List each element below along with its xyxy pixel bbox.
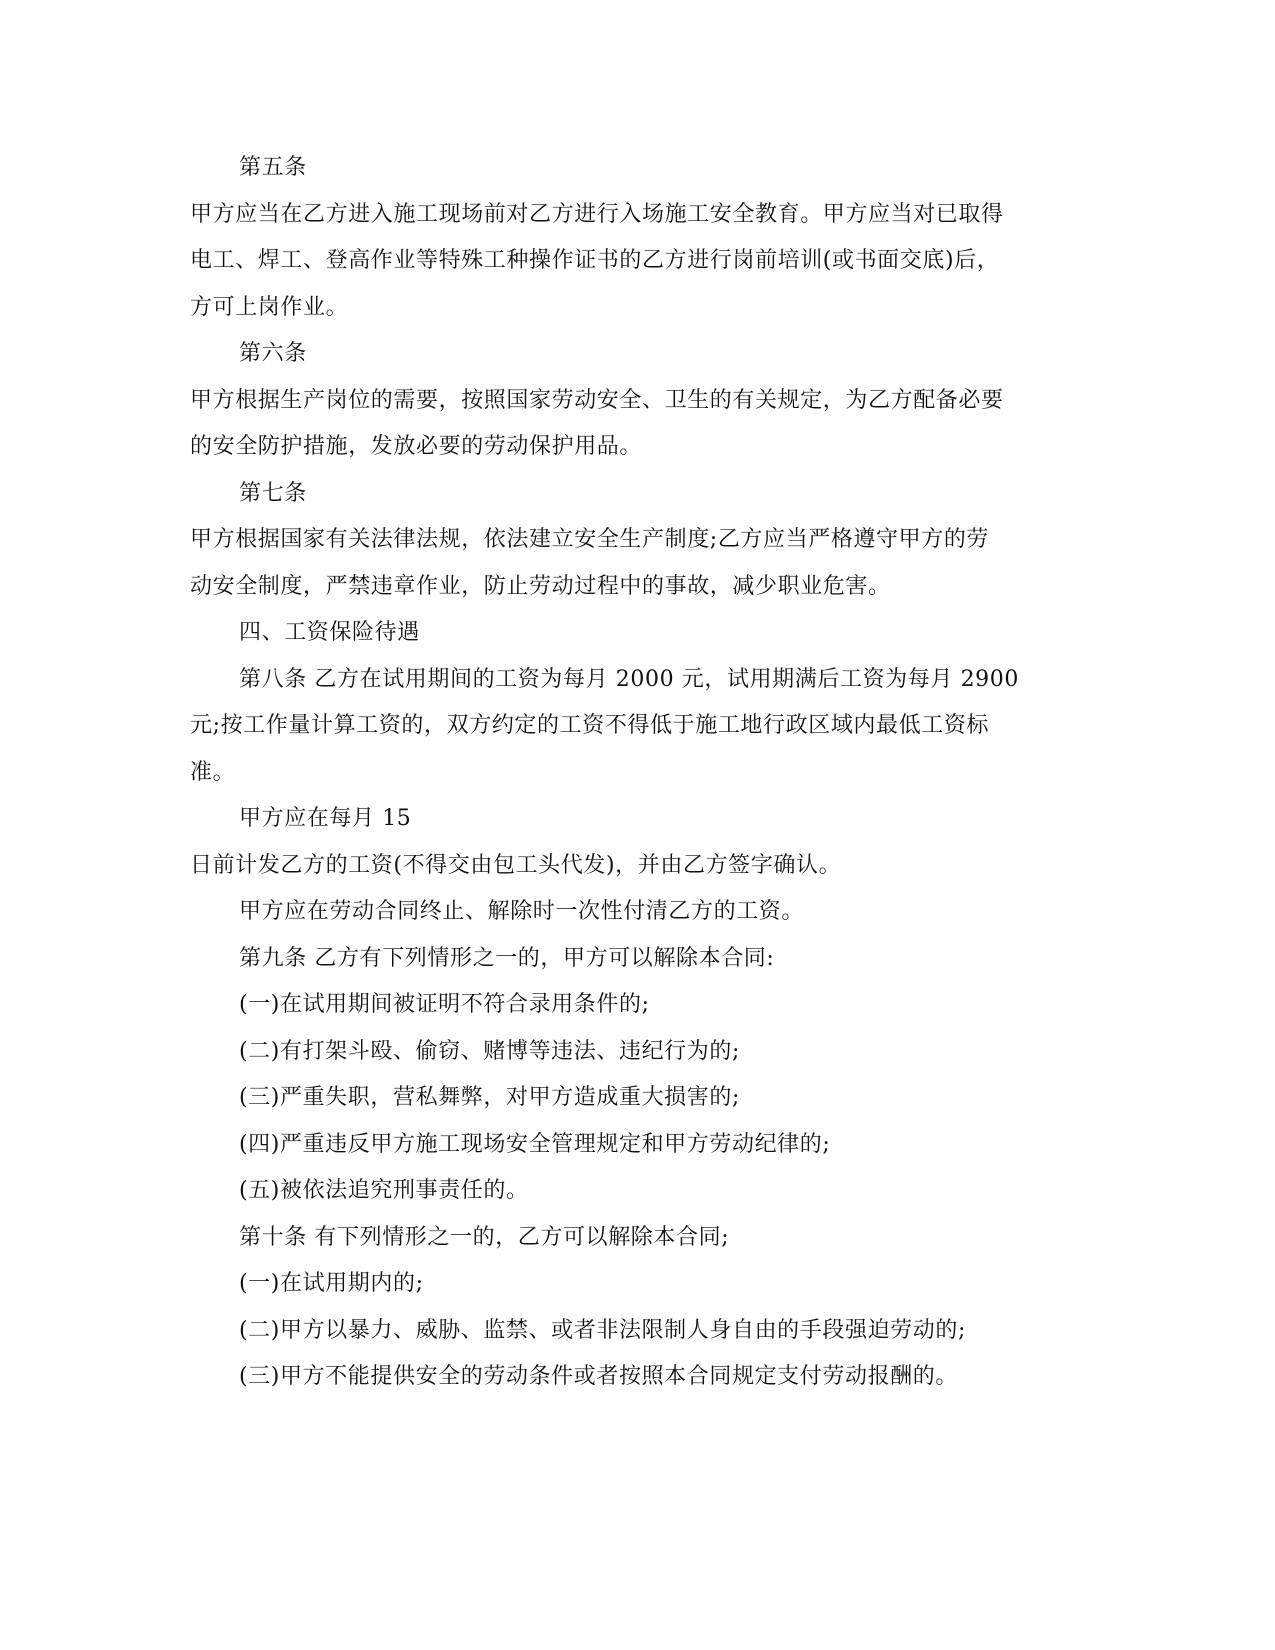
article-8-text-line-1: 第八条 乙方在试用期间的工资为每月 2000 元，试用期满后工资为每月 2900 [239, 667, 1019, 692]
article-10-item-1: (一)在试用期内的; [239, 1271, 424, 1296]
pay-date-line-1: 甲方应在每月 15 [239, 806, 412, 831]
article-8-text-line-3: 准。 [190, 760, 236, 785]
section-4-heading: 四、工资保险待遇 [239, 620, 420, 645]
article-9-item-5: (五)被依法追究刑事责任的。 [239, 1178, 529, 1203]
article-5-text-line-1: 甲方应当在乙方进入施工现场前对乙方进行入场施工安全教育。甲方应当对已取得 [190, 202, 1004, 227]
article-10-item-2: (二)甲方以暴力、威胁、监禁、或者非法限制人身自由的手段强迫劳动的; [239, 1318, 966, 1343]
article-5-text-line-2: 电工、焊工、登高作业等特殊工种操作证书的乙方进行岗前培训(或书面交底)后， [190, 248, 1000, 273]
article-8-text-line-2: 元;按工作量计算工资的，双方约定的工资不得低于施工地行政区域内最低工资标 [190, 713, 990, 738]
article-5-text-line-3: 方可上岗作业。 [190, 295, 349, 320]
pay-date-line-2: 日前计发乙方的工资(不得交由包工头代发)，并由乙方签字确认。 [190, 853, 842, 878]
article-6-text-line-2: 的安全防护措施，发放必要的劳动保护用品。 [190, 434, 643, 459]
article-9-item-1: (一)在试用期间被证明不符合录用条件的; [239, 992, 650, 1017]
article-9-item-2: (二)有打架斗殴、偷窃、赌博等违法、违纪行为的; [239, 1039, 740, 1064]
article-10-heading: 第十条 有下列情形之一的，乙方可以解除本合同; [239, 1225, 730, 1250]
article-6-heading: 第六条 [239, 341, 307, 366]
article-9-heading: 第九条 乙方有下列情形之一的，甲方可以解除本合同: [239, 946, 775, 971]
article-9-item-3: (三)严重失职，营私舞弊，对甲方造成重大损害的; [239, 1085, 740, 1110]
article-9-item-4: (四)严重违反甲方施工现场安全管理规定和甲方劳动纪律的; [239, 1132, 831, 1157]
article-10-item-3: (三)甲方不能提供安全的劳动条件或者按照本合同规定支付劳动报酬的。 [239, 1364, 958, 1389]
article-7-text-line-2: 动安全制度，严禁违章作业，防止劳动过程中的事故，减少职业危害。 [190, 574, 891, 599]
article-7-heading: 第七条 [239, 481, 307, 506]
final-pay-paragraph: 甲方应在劳动合同终止、解除时一次性付清乙方的工资。 [239, 899, 805, 924]
article-7-text-line-1: 甲方根据国家有关法律法规，依法建立安全生产制度;乙方应当严格遵守甲方的劳 [190, 527, 990, 552]
article-6-text-line-1: 甲方根据生产岗位的需要，按照国家劳动安全、卫生的有关规定，为乙方配备必要 [190, 388, 1004, 413]
article-5-heading: 第五条 [239, 155, 307, 180]
